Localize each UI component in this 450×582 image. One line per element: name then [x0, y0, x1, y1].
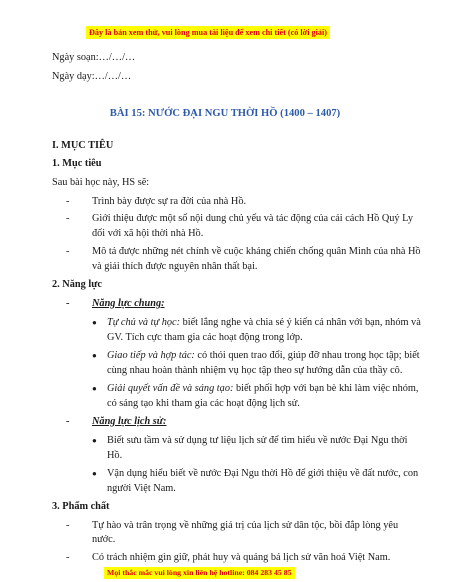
competence-text: biết lắng nghe và chia sẻ ý kiến cá nhân với bạn, nhóm và — [180, 317, 421, 328]
general-competence-1-line-2: GV. Tích cực tham gia các hoạt động trong lớp. — [107, 332, 303, 343]
general-competence-3-line-1 — [107, 382, 418, 395]
bullet-dot-icon: ● — [92, 469, 97, 478]
competence-text: biết phối hợp với bạn bè khi làm việc nhóm, — [233, 383, 419, 394]
bullet-dot-icon: ● — [92, 351, 97, 360]
competence-text: có thói quen trao đổi, giúp đỡ nhau trong học tập; biết — [194, 350, 420, 361]
preview-notice-banner: Đây là bản xem thử, vui lòng mua tài liệu để xem chi tiết (có lời giải) — [86, 26, 330, 39]
history-competence-1-line-1: Biết sưu tầm và sử dụng tư liệu lịch sử để tìm hiểu về nước Đại Ngu thời — [107, 435, 408, 446]
dash-marker: - — [66, 520, 70, 531]
date-prepared: Ngày soạn:…/…/… — [52, 52, 136, 63]
history-competence-2-line-1: Vận dụng hiểu biết về nước Đại Ngu thời Hồ để giới thiệu về đất nước, con — [107, 468, 419, 479]
subheading-qualities: 3. Phẩm chất — [52, 501, 110, 512]
competence-label: Giải quyết vấn đề và sáng tạo: — [107, 383, 234, 394]
goal-item-2-line-2: đối với xã hội thời nhà Hồ. — [92, 228, 204, 239]
dash-marker: - — [66, 196, 70, 207]
dash-marker: - — [66, 213, 70, 224]
subheading-goals: 1. Mục tiêu — [52, 158, 102, 169]
bullet-dot-icon: ● — [92, 318, 97, 327]
general-competence-1-line-1 — [107, 316, 421, 329]
bullet-dot-icon: ● — [92, 384, 97, 393]
quality-item-1-line-2: nước. — [92, 534, 116, 545]
competence-label: Tự chủ và tự học: — [107, 317, 180, 328]
date-taught: Ngày dạy:…/…/… — [52, 71, 132, 82]
general-competence-2-line-2: cùng nhau hoàn thành nhiệm vụ học tập theo sự hướng dẫn của thầy cô. — [107, 365, 403, 376]
goal-item-1-line-1: Trình bày được sự ra đời của nhà Hồ. — [92, 196, 247, 207]
intro-text: Sau bài học này, HS sẽ: — [52, 177, 150, 188]
general-competence-heading: Năng lực chung: — [92, 298, 165, 309]
history-competence-heading: Năng lực lịch sử: — [92, 416, 167, 427]
section-heading-objectives: I. MỤC TIÊU — [52, 140, 114, 151]
general-competence-3-line-2: có sáng tạo khi tham gia các hoạt động lịch sử. — [107, 398, 300, 409]
general-competence-2-line-1 — [107, 349, 420, 362]
lesson-title: BÀI 15: NƯỚC ĐẠI NGU THỜI HỒ (1400 – 1407) — [109, 108, 341, 119]
competence-label: Giao tiếp và hợp tác: — [107, 350, 195, 361]
quality-item-1-line-1: Tự hào và trân trọng về những giá trị của lịch sử dân tộc, bồi đắp lòng yêu — [92, 520, 399, 531]
goal-item-2-line-1: Giới thiệu được một số nội dung chủ yếu và tác động của cải cách Hồ Quý Ly — [92, 213, 414, 224]
dash-marker: - — [66, 298, 70, 309]
bullet-dot-icon: ● — [92, 436, 97, 445]
history-competence-1-line-2: Hồ. — [107, 450, 123, 461]
dash-marker: - — [66, 246, 70, 257]
history-competence-2-line-2: người Việt Nam. — [107, 483, 176, 494]
dash-marker: - — [66, 552, 70, 563]
goal-item-3-line-1: Mô tả được những nét chính về cuộc kháng chiến chống quân Minh của nhà Hồ — [92, 246, 421, 257]
hotline-footer-banner: Mọi thắc mắc vui lòng xin liên hệ hotline: 084 283 45 85 — [104, 567, 295, 579]
dash-marker: - — [66, 416, 70, 427]
subheading-competences: 2. Năng lực — [52, 279, 102, 290]
quality-item-2-line-1: Có trách nhiệm gìn giữ, phát huy và quảng bá lịch sử văn hoá Việt Nam. — [92, 552, 391, 563]
goal-item-3-line-2: và giải thích được nguyên nhân thất bại. — [92, 261, 258, 272]
